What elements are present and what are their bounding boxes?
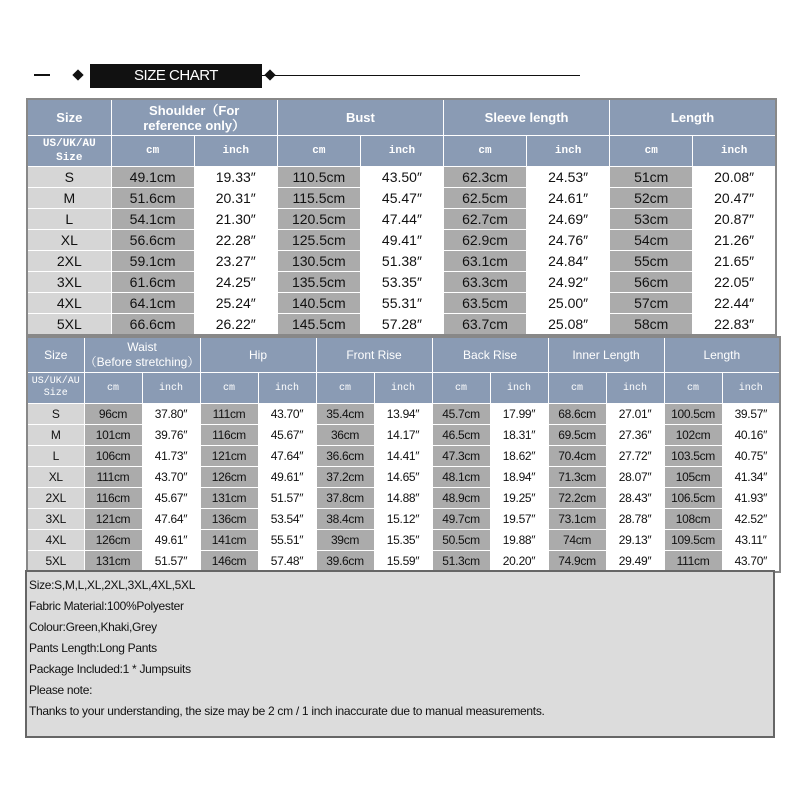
inch-cell: 27.72″ <box>606 446 664 467</box>
inch-cell: 15.12″ <box>374 509 432 530</box>
unit-header: inch <box>194 136 277 167</box>
cm-cell: 51.3cm <box>432 551 490 573</box>
unit-header: inch <box>374 373 432 404</box>
cm-cell: 62.7cm <box>443 209 526 230</box>
cm-cell: 49.7cm <box>432 509 490 530</box>
inch-cell: 47.64″ <box>142 509 200 530</box>
inch-cell: 14.41″ <box>374 446 432 467</box>
header-waist: Waist （Before stretching） <box>84 337 200 373</box>
cm-cell: 62.3cm <box>443 167 526 188</box>
cm-cell: 140.5cm <box>277 293 360 314</box>
inch-cell: 19.57″ <box>490 509 548 530</box>
inch-cell: 28.78″ <box>606 509 664 530</box>
cm-cell: 58cm <box>610 314 693 336</box>
banner-title: SIZE CHART <box>90 64 262 88</box>
inch-cell: 24.69″ <box>527 209 610 230</box>
inch-cell: 28.43″ <box>606 488 664 509</box>
cm-cell: 63.1cm <box>443 251 526 272</box>
header-length: Length <box>664 337 780 373</box>
size-cell: 2XL <box>27 251 111 272</box>
cm-cell: 54.1cm <box>111 209 194 230</box>
cm-cell: 37.8cm <box>316 488 374 509</box>
cm-cell: 61.6cm <box>111 272 194 293</box>
inch-cell: 55.31″ <box>360 293 443 314</box>
unit-header: cm <box>200 373 258 404</box>
inch-cell: 22.05″ <box>693 272 776 293</box>
cm-cell: 72.2cm <box>548 488 606 509</box>
table-row <box>27 314 776 336</box>
header-length: Length <box>610 99 776 136</box>
banner-diamond-right <box>264 69 275 80</box>
inch-cell: 26.22″ <box>194 314 277 336</box>
unit-header: cm <box>277 136 360 167</box>
top-table-body <box>27 167 776 336</box>
inch-cell: 29.13″ <box>606 530 664 551</box>
header-sleeve-length: Sleeve length <box>443 99 609 136</box>
cm-cell: 74.9cm <box>548 551 606 573</box>
cm-cell: 100.5cm <box>664 404 722 425</box>
cm-cell: 116cm <box>84 488 142 509</box>
info-line: Fabric Material:100%Polyester <box>29 599 184 613</box>
cm-cell: 37.2cm <box>316 467 374 488</box>
cm-cell: 111cm <box>84 467 142 488</box>
unit-header: cm <box>443 136 526 167</box>
cm-cell: 63.7cm <box>443 314 526 336</box>
inch-cell: 24.25″ <box>194 272 277 293</box>
cm-cell: 50.5cm <box>432 530 490 551</box>
size-cell: L <box>27 209 111 230</box>
inch-cell: 24.61″ <box>527 188 610 209</box>
cm-cell: 48.1cm <box>432 467 490 488</box>
header-size: Size <box>27 99 111 136</box>
cm-cell: 115.5cm <box>277 188 360 209</box>
inch-cell: 19.33″ <box>194 167 277 188</box>
inch-cell: 47.64″ <box>258 446 316 467</box>
cm-cell: 125.5cm <box>277 230 360 251</box>
inch-cell: 51.57″ <box>142 551 200 573</box>
info-line: Thanks to your understanding, the size may be 2 cm / 1 inch inaccurate due to manual measurements. <box>29 704 545 718</box>
inch-cell: 42.52″ <box>722 509 780 530</box>
cm-cell: 36.6cm <box>316 446 374 467</box>
inch-cell: 57.48″ <box>258 551 316 573</box>
inch-cell: 25.24″ <box>194 293 277 314</box>
cm-cell: 38.4cm <box>316 509 374 530</box>
inch-cell: 40.75″ <box>722 446 780 467</box>
cm-cell: 103.5cm <box>664 446 722 467</box>
unit-header: cm <box>111 136 194 167</box>
size-cell: 5XL <box>27 314 111 336</box>
cm-cell: 36cm <box>316 425 374 446</box>
inch-cell: 17.99″ <box>490 404 548 425</box>
cm-cell: 59.1cm <box>111 251 194 272</box>
size-cell: 2XL <box>27 488 84 509</box>
size-cell: XL <box>27 230 111 251</box>
cm-cell: 64.1cm <box>111 293 194 314</box>
header-front-rise: Front Rise <box>316 337 432 373</box>
inch-cell: 27.01″ <box>606 404 664 425</box>
inch-cell: 43.70″ <box>142 467 200 488</box>
cm-cell: 51.6cm <box>111 188 194 209</box>
info-line: Package Included:1 * Jumpsuits <box>29 662 191 676</box>
info-line: Please note: <box>29 683 93 697</box>
product-info-box <box>25 570 775 738</box>
size-cell: S <box>27 404 84 425</box>
inch-cell: 55.51″ <box>258 530 316 551</box>
inch-cell: 49.61″ <box>142 530 200 551</box>
inch-cell: 24.53″ <box>527 167 610 188</box>
cm-cell: 135.5cm <box>277 272 360 293</box>
size-cell: 5XL <box>27 551 84 573</box>
inch-cell: 20.20″ <box>490 551 548 573</box>
cm-cell: 49.1cm <box>111 167 194 188</box>
cm-cell: 54cm <box>610 230 693 251</box>
cm-cell: 146cm <box>200 551 258 573</box>
unit-header: inch <box>258 373 316 404</box>
header-size-system: US/UK/AU Size <box>27 373 84 404</box>
size-cell: 4XL <box>27 293 111 314</box>
cm-cell: 69.5cm <box>548 425 606 446</box>
inch-cell: 41.73″ <box>142 446 200 467</box>
cm-cell: 63.5cm <box>443 293 526 314</box>
inch-cell: 23.27″ <box>194 251 277 272</box>
cm-cell: 126cm <box>200 467 258 488</box>
inch-cell: 24.76″ <box>527 230 610 251</box>
inch-cell: 29.49″ <box>606 551 664 573</box>
cm-cell: 116cm <box>200 425 258 446</box>
cm-cell: 71.3cm <box>548 467 606 488</box>
header-inner-length: Inner Length <box>548 337 664 373</box>
inch-cell: 51.57″ <box>258 488 316 509</box>
size-chart-banner <box>30 62 580 92</box>
table-row <box>27 209 776 230</box>
cm-cell: 56.6cm <box>111 230 194 251</box>
inch-cell: 21.30″ <box>194 209 277 230</box>
unit-header: inch <box>142 373 200 404</box>
cm-cell: 96cm <box>84 404 142 425</box>
cm-cell: 46.5cm <box>432 425 490 446</box>
inch-cell: 14.88″ <box>374 488 432 509</box>
cm-cell: 62.9cm <box>443 230 526 251</box>
inch-cell: 53.54″ <box>258 509 316 530</box>
table-row <box>27 446 780 467</box>
size-cell: 4XL <box>27 530 84 551</box>
unit-header: inch <box>693 136 776 167</box>
pants-table-unit-row <box>27 373 780 404</box>
inch-cell: 24.92″ <box>527 272 610 293</box>
cm-cell: 130.5cm <box>277 251 360 272</box>
inch-cell: 45.67″ <box>142 488 200 509</box>
header-hip: Hip <box>200 337 316 373</box>
inch-cell: 49.41″ <box>360 230 443 251</box>
unit-header: cm <box>316 373 374 404</box>
cm-cell: 45.7cm <box>432 404 490 425</box>
size-cell: L <box>27 446 84 467</box>
inch-cell: 45.67″ <box>258 425 316 446</box>
inch-cell: 20.31″ <box>194 188 277 209</box>
inch-cell: 43.50″ <box>360 167 443 188</box>
cm-cell: 39cm <box>316 530 374 551</box>
cm-cell: 131cm <box>84 551 142 573</box>
inch-cell: 39.57″ <box>722 404 780 425</box>
table-row <box>27 467 780 488</box>
inch-cell: 14.65″ <box>374 467 432 488</box>
unit-header: inch <box>722 373 780 404</box>
inch-cell: 14.17″ <box>374 425 432 446</box>
cm-cell: 106cm <box>84 446 142 467</box>
cm-cell: 145.5cm <box>277 314 360 336</box>
inch-cell: 15.59″ <box>374 551 432 573</box>
top-size-table <box>26 98 777 336</box>
inch-cell: 27.36″ <box>606 425 664 446</box>
unit-header: inch <box>527 136 610 167</box>
inch-cell: 39.76″ <box>142 425 200 446</box>
table-row <box>27 425 780 446</box>
unit-header: cm <box>664 373 722 404</box>
unit-header: cm <box>432 373 490 404</box>
cm-cell: 111cm <box>200 404 258 425</box>
inch-cell: 43.11″ <box>722 530 780 551</box>
cm-cell: 63.3cm <box>443 272 526 293</box>
inch-cell: 24.84″ <box>527 251 610 272</box>
cm-cell: 73.1cm <box>548 509 606 530</box>
table-row <box>27 293 776 314</box>
cm-cell: 47.3cm <box>432 446 490 467</box>
cm-cell: 53cm <box>610 209 693 230</box>
table-row <box>27 404 780 425</box>
banner-rule <box>256 75 580 76</box>
inch-cell: 18.62″ <box>490 446 548 467</box>
cm-cell: 121cm <box>84 509 142 530</box>
inch-cell: 20.08″ <box>693 167 776 188</box>
inch-cell: 43.70″ <box>258 404 316 425</box>
table-row <box>27 272 776 293</box>
inch-cell: 37.80″ <box>142 404 200 425</box>
size-cell: 3XL <box>27 509 84 530</box>
inch-cell: 13.94″ <box>374 404 432 425</box>
inch-cell: 22.28″ <box>194 230 277 251</box>
header-size-system: US/UK/AU Size <box>27 136 111 167</box>
cm-cell: 39.6cm <box>316 551 374 573</box>
size-cell: S <box>27 167 111 188</box>
inch-cell: 18.31″ <box>490 425 548 446</box>
table-row <box>27 509 780 530</box>
cm-cell: 110.5cm <box>277 167 360 188</box>
cm-cell: 109.5cm <box>664 530 722 551</box>
inch-cell: 47.44″ <box>360 209 443 230</box>
header-back-rise: Back Rise <box>432 337 548 373</box>
cm-cell: 136cm <box>200 509 258 530</box>
size-cell: M <box>27 188 111 209</box>
inch-cell: 41.93″ <box>722 488 780 509</box>
cm-cell: 106.5cm <box>664 488 722 509</box>
top-table-unit-row <box>27 136 776 167</box>
table-row <box>27 530 780 551</box>
table-row <box>27 488 780 509</box>
unit-header: inch <box>490 373 548 404</box>
cm-cell: 101cm <box>84 425 142 446</box>
banner-diamond-left <box>72 69 83 80</box>
table-row <box>27 251 776 272</box>
inch-cell: 25.08″ <box>527 314 610 336</box>
table-row <box>27 188 776 209</box>
inch-cell: 40.16″ <box>722 425 780 446</box>
inch-cell: 19.88″ <box>490 530 548 551</box>
unit-header: inch <box>360 136 443 167</box>
cm-cell: 105cm <box>664 467 722 488</box>
inch-cell: 51.38″ <box>360 251 443 272</box>
cm-cell: 108cm <box>664 509 722 530</box>
inch-cell: 22.44″ <box>693 293 776 314</box>
inch-cell: 43.70″ <box>722 551 780 573</box>
inch-cell: 21.26″ <box>693 230 776 251</box>
inch-cell: 19.25″ <box>490 488 548 509</box>
cm-cell: 57cm <box>610 293 693 314</box>
cm-cell: 131cm <box>200 488 258 509</box>
cm-cell: 141cm <box>200 530 258 551</box>
cm-cell: 68.6cm <box>548 404 606 425</box>
inch-cell: 41.34″ <box>722 467 780 488</box>
inch-cell: 22.83″ <box>693 314 776 336</box>
inch-cell: 53.35″ <box>360 272 443 293</box>
inch-cell: 20.47″ <box>693 188 776 209</box>
pants-table-header <box>27 337 780 373</box>
header-size: Size <box>27 337 84 373</box>
header-shoulder: Shoulder（For reference only） <box>111 99 277 136</box>
cm-cell: 55cm <box>610 251 693 272</box>
cm-cell: 66.6cm <box>111 314 194 336</box>
inch-cell: 20.87″ <box>693 209 776 230</box>
cm-cell: 48.9cm <box>432 488 490 509</box>
inch-cell: 57.28″ <box>360 314 443 336</box>
header-bust: Bust <box>277 99 443 136</box>
info-line: Size:S,M,L,XL,2XL,3XL,4XL,5XL <box>29 578 196 592</box>
inch-cell: 15.35″ <box>374 530 432 551</box>
size-cell: 3XL <box>27 272 111 293</box>
inch-cell: 18.94″ <box>490 467 548 488</box>
cm-cell: 74cm <box>548 530 606 551</box>
unit-header: cm <box>610 136 693 167</box>
inch-cell: 28.07″ <box>606 467 664 488</box>
cm-cell: 70.4cm <box>548 446 606 467</box>
top-table-header <box>27 99 776 136</box>
table-row <box>27 167 776 188</box>
cm-cell: 121cm <box>200 446 258 467</box>
unit-header: inch <box>606 373 664 404</box>
inch-cell: 45.47″ <box>360 188 443 209</box>
cm-cell: 102cm <box>664 425 722 446</box>
cm-cell: 62.5cm <box>443 188 526 209</box>
size-cell: M <box>27 425 84 446</box>
info-line: Colour:Green,Khaki,Grey <box>29 620 157 634</box>
unit-header: cm <box>84 373 142 404</box>
cm-cell: 56cm <box>610 272 693 293</box>
pants-table-body <box>27 404 780 573</box>
cm-cell: 52cm <box>610 188 693 209</box>
cm-cell: 35.4cm <box>316 404 374 425</box>
cm-cell: 51cm <box>610 167 693 188</box>
table-row <box>27 551 780 573</box>
cm-cell: 120.5cm <box>277 209 360 230</box>
unit-header: cm <box>548 373 606 404</box>
inch-cell: 25.00″ <box>527 293 610 314</box>
pants-size-table <box>26 336 781 573</box>
cm-cell: 111cm <box>664 551 722 573</box>
size-cell: XL <box>27 467 84 488</box>
inch-cell: 21.65″ <box>693 251 776 272</box>
inch-cell: 49.61″ <box>258 467 316 488</box>
banner-dash <box>34 74 50 76</box>
info-line: Pants Length:Long Pants <box>29 641 157 655</box>
table-row <box>27 230 776 251</box>
cm-cell: 126cm <box>84 530 142 551</box>
